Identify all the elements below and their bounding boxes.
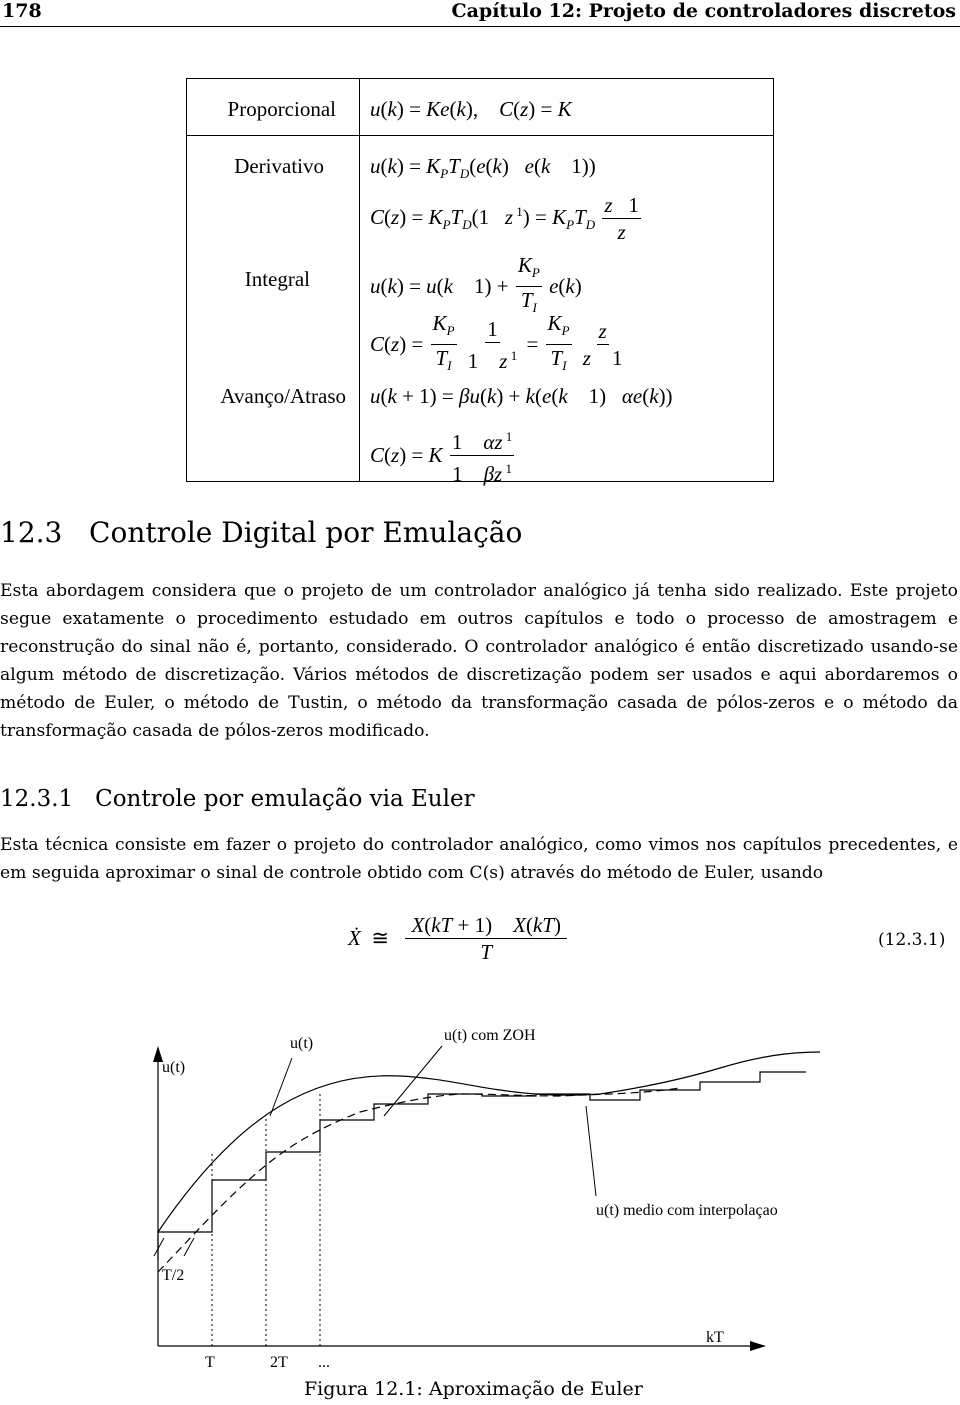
tick-label-dots: ... [318,1354,330,1371]
half-period-label: T/2 [162,1267,185,1284]
label-derivativo: Derivativo [234,154,324,178]
header-rule [0,26,960,27]
equation-number: (12.3.1) [878,930,946,950]
x-axis-arrow [750,1341,766,1351]
zoh-staircase [158,1072,806,1260]
euler-figure [0,1010,960,1380]
chapter-title: Capítulo 12: Projeto de controladores discretos [451,0,956,22]
section-number: 12.3 [0,516,63,549]
eq-leadlag-1: u(k + 1) = βu(k) + k(e(k 1) αe(k)) [370,384,673,408]
zoh-label-leader [384,1046,442,1116]
subsection-title: Controle por emulação via Euler [95,786,475,812]
half-marker-right [184,1238,194,1256]
eq-leadlag-2: C(z) = K $\frac{1 \alpha z ^1}{1 \beta z ^1}$ [370,424,516,487]
label-proporcional: Proporcional [227,97,336,121]
table-row-rule [187,135,773,136]
section-paragraph: Esta abordagem considera que o projeto de um controlador analógico já tenha sido realizado. Este projeto segue exatamente o procedimento estudado em outros capítulos e todo o processo de amostragem e reconstrução do sinal não é, portanto, considerado. O controlador analógico é então discretizado usando-se algum método de discretização. Vários métodos de discretização podem ser usados e aqui abordaremos o método de Euler, o método de Tustin, o método da transformação casada de pólos-zeros e o método da transformação casada de pólos-zeros modificado. [0,581,958,741]
eq-proportional: u(k) = Ke(k), C(z) = K [370,97,572,121]
subsection-heading [0,786,475,812]
x-axis-label: kT [706,1329,724,1346]
interp-label-leader [586,1106,596,1196]
label-integral: Integral [244,267,310,291]
section-title: Controle Digital por Emulação [89,516,523,549]
subsection-number: 12.3.1 [0,786,74,812]
euler-equation: Ẋ ≅ $\frac{X(kT + 1) X(kT)}{T}$ [348,912,569,965]
section-heading [0,516,522,549]
eq-integral-2: C(z) = $\frac{K_P}{T_I}$ $\frac{1}{1 z ^1}$ = $\frac{K_P}{T_I}$ $\frac{z}{z 1}$ [370,311,623,374]
curve-label-leader [270,1058,292,1116]
y-axis-label: u(t) [162,1059,186,1076]
eq-integral-1: u(k) = u(k 1) + $\frac{K_P}{T_I}$ e(k) [370,253,582,316]
table-divider [359,79,360,481]
subsection-paragraph: Esta técnica consiste em fazer o projeto do controlador analógico, como vimos nos capítulos precedentes, e em seguida aproximar o sinal de controle obtido com C(s) através do método de Euler, usando [0,835,958,883]
zoh-label: u(t) com ZOH [444,1027,536,1044]
page-number: 178 [2,0,42,22]
eq-derivative-1: $u(k) = K_PT_D(e(k)$ e(k 1)) [370,154,596,182]
tick-label-T: T [205,1354,215,1371]
interp-label: u(t) medio com interpolaçao [596,1202,778,1219]
figure-caption: Figura 12.1: Aproximação de Euler [304,1378,643,1400]
curve-label: u(t) [290,1035,314,1052]
half-marker-left [154,1238,164,1256]
eq-derivative-2: $C(z) = K_PT_D(1$ z $^1) = K_PT_D$ $\frac{z 1}{z}$ [370,193,639,244]
label-avanco-atraso: Avanço/Atraso [220,384,346,408]
tick-label-2T: 2T [270,1354,288,1371]
sample-lines [212,1092,320,1346]
